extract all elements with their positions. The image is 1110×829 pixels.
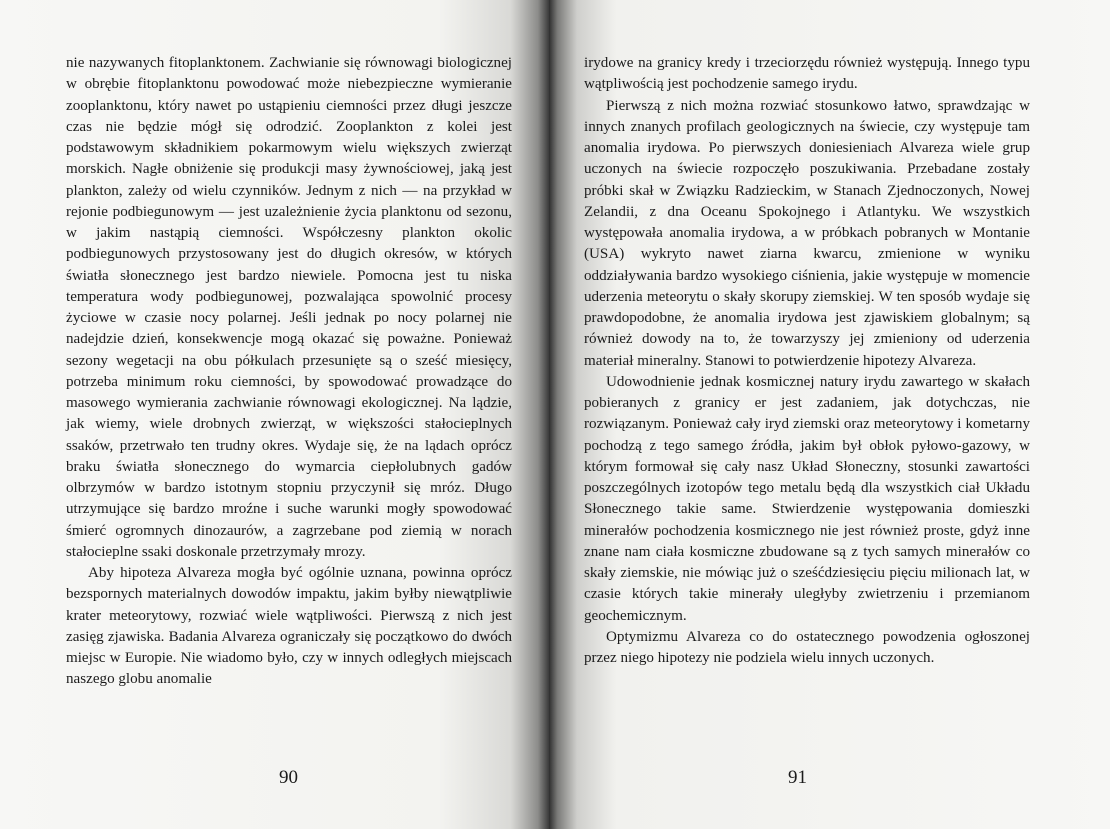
left-page-text — [66, 53, 512, 691]
paragraph: nie nazywanych fitoplanktonem. Zachwianie się równowagi biologicznej w obrębie fitoplanktonu powodować może niebezpieczne wymieranie zooplanktonu, który nawet po ustąpieniu ciemności przez długi jeszcze czas nie będzie mógł się odrodzić. Zooplankton z kolei jest podstawowym składnikiem pokarmowym wielu większych zwierząt morskich. Nagłe obniżenie się produkcji masy żywnościowej, jaką jest plankton, zależy od wielu czynników. Jednym z nich — na przykład w rejonie podbiegunowym — jest uzależnienie życia planktonu od sezonu, w jakim nastąpią ciemności. Współczesny plankton okolic podbiegunowych przystosowany jest do długich okresów, w których światła słonecznego jest bardzo niewiele. Pomocna jest tu niska temperatura wody podbiegunowej, pozwalająca spowolnić procesy życiowe w czasie nocy polarnej. Jeśli jednak po nocy polarnej nie nadejdzie dzień, konsekwencje mogą okazać się poważne. Ponieważ sezony wegetacji na obu półkulach przesunięte są o sześć miesięcy, potrzeba minimum roku ciemności, by spowodować prowadzące do masowego wymierania zachwianie równowagi ekologicznej. Na lądzie, jak wiemy, wiele drobnych zwierząt, w większości stałocieplnych ssaków, przetrwało ten trudny okres. Wydaje się, że na lądach oprócz braku światła słonecznego do wymarcia ciepłolubnych gadów olbrzymów w bardzo istotnym stopniu przyczynił się mróz. Długo utrzymujące się bardzo mroźne i suche warunki mogły spowodować śmierć ogromnych dinozaurów, a zagrzebane pod ziemią w norach stałocieplne ssaki doskonale przetrzymały mrozy. — [66, 55, 512, 560]
paragraph: Pierwszą z nich można rozwiać stosunkowo łatwo, sprawdzając w innych znanych profilach geologicznych na świecie, czy występuje tam anomalia irydowa. Po pierwszych doniesieniach Alvareza wiele grup uczonych na świecie rozpoczęło poszukiwania. Przebadane zostały próbki skał w Związku Radzieckim, w Stanach Zjednoczonych, Nowej Zelandii, z dna Oceanu Spokojnego i Atlantyku. We wszystkich występowała anomalia irydowa, a w próbkach pobranych w Montanie (USA) wykryto nawet ziarna kwarcu, zmienione w wyniku oddziaływania bardzo wysokiego ciśnienia, jakie występuje w momencie uderzenia meteorytu o skały skorupy ziemskiej. W ten sposób wydaje się prawdopodobne, że anomalia irydowa jest zjawiskiem globalnym; są również dowody na to, że towarzyszy jej zmieniony od uderzenia materiał mineralny. Stanowi to potwierdzenie hipotezy Alvareza. — [584, 97, 1030, 369]
paragraph: Aby hipoteza Alvareza mogła być ogólnie uznana, powinna oprócz bezspornych materialnych dowodów impaktu, jakim byłby niewątpliwie krater meteorytowy, rozwiać wiele wątpliwości. Pierwszą z nich jest zasięg zjawiska. Badania Alvareza ograniczały się początkowo do dwóch miejsc w Europie. Nie wiadomo było, czy w innych odległych miejscach naszego globu anomalie — [66, 565, 512, 688]
right-page — [549, 0, 1110, 829]
right-page-text — [584, 53, 1030, 669]
page-number: 91 — [788, 767, 807, 788]
paragraph: Udowodnienie jednak kosmicznej natury irydu zawartego w skałach pobieranych z granicy er jest zadaniem, jak dotychczas, nie rozwiązanym. Ponieważ cały iryd ziemski oraz meteorytowy i kometarny pochodzą z tego samego źródła, jakim był obłok pyłowo-gazowy, w którym formował się cały nasz Układ Słoneczny, stosunki zawartości poszczególnych izotopów tego metalu będą dla wszystkich ciał Układu Słonecznego takie same. Stwierdzenie występowania domieszki minerałów pochodzenia kosmicznego nie jest również proste, gdyż inne znane nam ciała kosmiczne zbudowane są z tych samych minerałów co skały ziemskie, nie mówiąc już o sześćdziesięciu pięciu milionach lat, w czasie których takie minerały uległyby zwietrzeniu i przemianom geochemicznym. — [584, 373, 1030, 624]
paragraph: irydowe na granicy kredy i trzeciorzędu również występują. Innego typu wątpliwością jest pochodzenie samego irydu. — [584, 55, 1030, 93]
paragraph: Optymizmu Alvareza co do ostatecznego powodzenia ogłoszonej przez niego hipotezy nie podziela wielu innych uczonych. — [584, 628, 1030, 666]
left-page — [0, 0, 549, 829]
page-number: 90 — [279, 767, 298, 788]
